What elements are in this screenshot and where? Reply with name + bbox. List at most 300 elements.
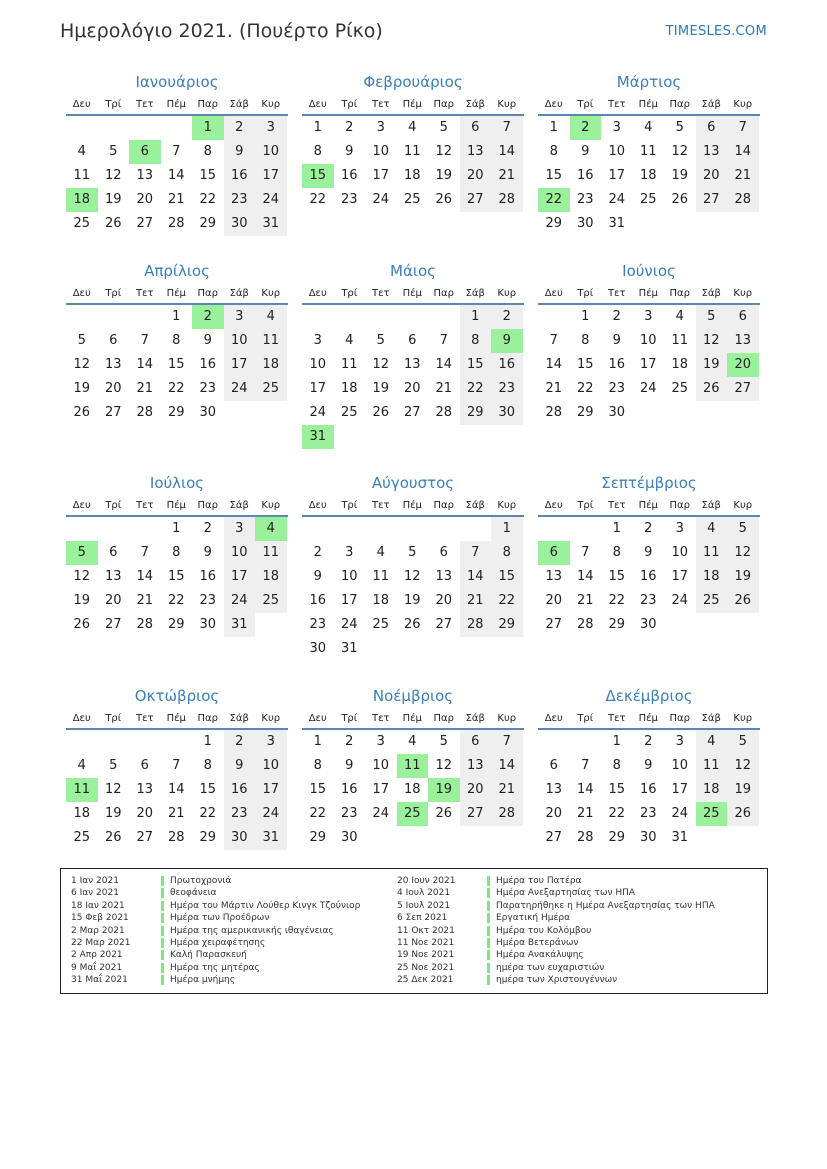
day-cell: 13 [460, 140, 492, 164]
weekday-label: Δευ [72, 99, 91, 110]
weekday-label: Πέμ [638, 99, 658, 110]
holiday-item [397, 962, 715, 974]
day-cell: 9 [581, 144, 590, 159]
holiday-date: 25 Δεκ 2021 [397, 975, 454, 986]
empty-cell [66, 305, 98, 329]
holiday-item [71, 887, 360, 899]
holiday-marker [487, 938, 490, 948]
weekday-label: Σάβ [465, 500, 485, 511]
empty-cell [334, 305, 366, 329]
day-cell: 20 [104, 381, 122, 396]
day-cell: 18 [73, 806, 91, 821]
empty-cell [129, 305, 161, 329]
day-cell: 20 [104, 593, 122, 608]
day-cell: 5 [77, 333, 86, 348]
weekday-header [302, 495, 524, 517]
holiday-item [397, 887, 715, 899]
day-cell: 1 [203, 734, 212, 749]
day-cell: 23 [608, 381, 626, 396]
day-cell: 23 [224, 802, 256, 826]
weekday-label: Παρ [669, 288, 690, 299]
holiday-name: Ημέρα Ανεξαρτησίας των ΗΠΑ [496, 888, 636, 899]
day-cell: 12 [73, 357, 91, 372]
day-cell: 19 [435, 168, 453, 183]
day-cell: 23 [309, 617, 327, 632]
day-cell: 20 [545, 806, 563, 821]
empty-cell [460, 517, 492, 541]
weekday-label: Δευ [544, 288, 563, 299]
holiday-marker [487, 888, 490, 898]
day-cell: 15 [608, 782, 626, 797]
day-cell: 17 [639, 357, 657, 372]
holiday-marker [487, 876, 490, 886]
holiday-name: Ημέρα μνήμης [170, 975, 236, 986]
empty-cell [538, 730, 570, 754]
month-name: Νοέμβριος [372, 687, 454, 705]
day-cell: 26 [372, 405, 390, 420]
holiday-item [71, 949, 360, 961]
weekday-header [538, 708, 760, 730]
day-cell: 12 [696, 329, 728, 353]
day-cell: 2 [644, 734, 653, 749]
day-cell: 16 [491, 353, 523, 377]
day-cell: 18 [403, 168, 421, 183]
weekday-label: Τετ [607, 288, 626, 299]
day-cell: 14 [460, 565, 492, 589]
empty-cell [98, 116, 130, 140]
empty-cell [428, 517, 460, 541]
day-cell: 11 [255, 329, 287, 353]
day-cell: 8 [612, 545, 621, 560]
day-cell: 14 [576, 569, 594, 584]
month-name: Μάιος [390, 262, 436, 280]
weekday-label: Τρί [341, 500, 358, 511]
day-cell: 15 [576, 357, 594, 372]
day-cell: 26 [403, 617, 421, 632]
day-cell: 2 [203, 521, 212, 536]
day-grid [538, 517, 760, 637]
day-cell: 24 [671, 593, 689, 608]
day-cell: 27 [104, 405, 122, 420]
day-cell: 8 [172, 545, 181, 560]
day-grid [302, 730, 524, 850]
empty-cell [98, 305, 130, 329]
holiday-date: 25 Νοε 2021 [397, 962, 455, 973]
day-cell: 9 [313, 569, 322, 584]
holiday-name: Πρωτοχρονιά [170, 876, 232, 886]
month-name: Φεβρουάριος [363, 73, 463, 91]
holiday-day-cell: 19 [428, 778, 460, 802]
day-cell: 4 [696, 517, 728, 541]
day-cell: 30 [639, 617, 657, 632]
month-4 [66, 259, 288, 425]
weekday-label: Δευ [544, 500, 563, 511]
day-cell: 1 [612, 734, 621, 749]
holiday-day-cell: 5 [66, 541, 98, 565]
day-cell: 17 [671, 569, 689, 584]
day-cell: 11 [639, 144, 657, 159]
day-cell: 2 [612, 309, 621, 324]
month-name: Αύγουστος [371, 474, 455, 492]
day-cell: 6 [727, 305, 759, 329]
day-cell: 22 [576, 381, 594, 396]
day-cell: 29 [199, 216, 217, 231]
day-cell: 24 [639, 381, 657, 396]
day-cell: 26 [73, 405, 91, 420]
day-cell: 5 [439, 120, 448, 135]
day-cell: 4 [408, 734, 417, 749]
day-cell: 1 [581, 309, 590, 324]
day-cell: 10 [255, 140, 287, 164]
day-cell: 8 [549, 144, 558, 159]
day-cell: 8 [491, 541, 523, 565]
weekday-label: Παρ [433, 99, 454, 110]
day-cell: 28 [576, 830, 594, 845]
day-cell: 17 [608, 168, 626, 183]
day-cell: 27 [403, 405, 421, 420]
holiday-marker [161, 888, 164, 898]
holiday-marker [161, 876, 164, 886]
day-cell: 25 [255, 589, 287, 613]
holiday-name: Εργατική Ημέρα [496, 913, 570, 924]
day-cell: 8 [172, 333, 181, 348]
day-cell: 4 [408, 120, 417, 135]
day-cell: 16 [340, 782, 358, 797]
day-cell: 3 [345, 545, 354, 560]
day-cell: 17 [255, 164, 287, 188]
day-cell: 18 [403, 782, 421, 797]
day-cell: 20 [460, 778, 492, 802]
day-cell: 9 [224, 754, 256, 778]
holiday-item [397, 937, 715, 949]
day-cell: 14 [136, 569, 154, 584]
day-cell: 12 [372, 357, 390, 372]
empty-cell [397, 305, 429, 329]
day-cell: 30 [491, 401, 523, 425]
weekday-label: Δευ [308, 500, 327, 511]
weekday-label: Τρί [105, 288, 122, 299]
holiday-date: 19 Νοε 2021 [397, 950, 455, 961]
day-cell: 10 [224, 329, 256, 353]
weekday-label: Πέμ [166, 288, 186, 299]
weekday-header [302, 283, 524, 305]
weekday-label: Κυρ [497, 500, 517, 511]
weekday-label: Τρί [577, 288, 594, 299]
day-cell: 3 [644, 309, 653, 324]
day-cell: 14 [545, 357, 563, 372]
day-cell: 22 [460, 377, 492, 401]
day-cell: 27 [696, 188, 728, 212]
day-cell: 7 [727, 116, 759, 140]
day-cell: 15 [167, 357, 185, 372]
day-cell: 24 [671, 806, 689, 821]
day-cell: 29 [460, 401, 492, 425]
weekday-label: Παρ [197, 288, 218, 299]
empty-cell [428, 305, 460, 329]
holiday-name: Ημέρα χειραφέτησης [170, 937, 266, 948]
weekday-label: Πέμ [402, 713, 422, 724]
weekday-label: Κυρ [733, 99, 753, 110]
day-cell: 16 [199, 569, 217, 584]
empty-cell [334, 517, 366, 541]
weekday-label: Τετ [135, 288, 154, 299]
weekday-label: Τετ [607, 99, 626, 110]
day-cell: 16 [340, 168, 358, 183]
day-cell: 12 [435, 144, 453, 159]
day-cell: 24 [372, 192, 390, 207]
day-cell: 28 [136, 617, 154, 632]
day-cell: 28 [435, 405, 453, 420]
day-cell: 7 [172, 758, 181, 773]
day-cell: 27 [545, 617, 563, 632]
day-cell: 25 [255, 377, 287, 401]
day-cell: 5 [727, 517, 759, 541]
holiday-day-cell: 31 [302, 425, 334, 449]
day-cell: 11 [696, 754, 728, 778]
holiday-date: 6 Ιαν 2021 [71, 888, 119, 899]
weekday-label: Παρ [197, 713, 218, 724]
holiday-date: 4 Ιουλ 2021 [397, 888, 451, 899]
weekday-label: Παρ [433, 500, 454, 511]
weekday-label: Τετ [135, 713, 154, 724]
day-cell: 28 [460, 613, 492, 637]
empty-cell [570, 517, 602, 541]
day-cell: 11 [255, 541, 287, 565]
day-cell: 19 [727, 565, 759, 589]
empty-cell [302, 305, 334, 329]
day-cell: 13 [727, 329, 759, 353]
day-cell: 22 [167, 381, 185, 396]
day-cell: 31 [671, 830, 689, 845]
day-cell: 18 [696, 778, 728, 802]
day-cell: 30 [340, 830, 358, 845]
month-9 [538, 471, 760, 637]
empty-cell [129, 517, 161, 541]
weekday-label: Σάβ [229, 713, 249, 724]
day-cell: 19 [104, 806, 122, 821]
day-cell: 3 [255, 730, 287, 754]
holiday-day-cell: 20 [727, 353, 759, 377]
day-cell: 7 [549, 333, 558, 348]
day-cell: 13 [460, 754, 492, 778]
weekday-label: Παρ [669, 99, 690, 110]
day-cell: 9 [644, 545, 653, 560]
day-cell: 14 [435, 357, 453, 372]
day-cell: 16 [608, 357, 626, 372]
day-cell: 24 [255, 188, 287, 212]
day-cell: 28 [576, 617, 594, 632]
weekday-label: Κυρ [261, 99, 281, 110]
day-cell: 2 [345, 120, 354, 135]
day-cell: 1 [549, 120, 558, 135]
brand-link[interactable]: TIMESLES.COM [665, 24, 767, 39]
day-cell: 28 [167, 830, 185, 845]
weekday-label: Παρ [669, 713, 690, 724]
weekday-label: Τρί [577, 500, 594, 511]
holiday-day-cell: 9 [491, 329, 523, 353]
day-cell: 4 [345, 333, 354, 348]
day-cell: 3 [224, 517, 256, 541]
day-cell: 5 [727, 730, 759, 754]
day-cell: 24 [255, 802, 287, 826]
day-cell: 27 [136, 830, 154, 845]
holidays-column-right [397, 875, 715, 987]
holiday-day-cell: 11 [397, 754, 429, 778]
day-cell: 23 [340, 192, 358, 207]
day-cell: 7 [140, 333, 149, 348]
day-cell: 16 [224, 778, 256, 802]
holiday-marker [487, 901, 490, 911]
day-cell: 17 [255, 778, 287, 802]
day-cell: 20 [696, 164, 728, 188]
day-cell: 13 [435, 569, 453, 584]
weekday-label: Πέμ [166, 99, 186, 110]
weekday-label: Τετ [607, 500, 626, 511]
holiday-name: ημέρα των ευχαριστιών [496, 962, 605, 973]
day-cell: 25 [73, 216, 91, 231]
weekday-label: Παρ [433, 288, 454, 299]
day-cell: 10 [224, 541, 256, 565]
day-cell: 20 [136, 806, 154, 821]
day-cell: 30 [199, 617, 217, 632]
day-cell: 8 [203, 144, 212, 159]
day-cell: 26 [727, 589, 759, 613]
day-cell: 21 [136, 593, 154, 608]
day-cell: 21 [491, 164, 523, 188]
weekday-label: Σάβ [701, 288, 721, 299]
day-cell: 25 [639, 192, 657, 207]
day-cell: 3 [255, 116, 287, 140]
day-cell: 18 [255, 565, 287, 589]
day-cell: 9 [644, 758, 653, 773]
holiday-item [71, 962, 360, 974]
day-cell: 26 [104, 216, 122, 231]
month-name: Σεπτέμβριος [601, 474, 697, 492]
day-cell: 8 [203, 758, 212, 773]
day-cell: 10 [639, 333, 657, 348]
day-cell: 6 [109, 545, 118, 560]
holiday-item [71, 900, 360, 912]
weekday-header [538, 94, 760, 116]
holiday-name: Ημέρα της μητέρας [170, 962, 260, 973]
day-cell: 2 [224, 730, 256, 754]
day-cell: 1 [313, 120, 322, 135]
holiday-date: 11 Οκτ 2021 [397, 925, 455, 936]
weekday-header [302, 94, 524, 116]
holiday-name: ημέρα των Χριστουγέννων [496, 975, 618, 986]
holiday-day-cell: 22 [538, 188, 570, 212]
holiday-day-cell: 11 [66, 778, 98, 802]
empty-cell [302, 517, 334, 541]
day-cell: 4 [696, 730, 728, 754]
holiday-date: 20 Ιουν 2021 [397, 876, 456, 886]
day-cell: 7 [491, 116, 523, 140]
day-cell: 13 [403, 357, 421, 372]
day-cell: 11 [671, 333, 689, 348]
day-cell: 12 [104, 168, 122, 183]
day-cell: 12 [671, 144, 689, 159]
month-8 [302, 471, 524, 661]
day-cell: 8 [460, 329, 492, 353]
month-6 [538, 259, 760, 425]
weekday-label: Κυρ [497, 288, 517, 299]
day-cell: 23 [639, 806, 657, 821]
day-cell: 6 [109, 333, 118, 348]
day-cell: 9 [345, 144, 354, 159]
day-cell: 30 [608, 405, 626, 420]
day-cell: 10 [309, 357, 327, 372]
holiday-day-cell: 4 [255, 517, 287, 541]
holiday-item [397, 925, 715, 937]
day-cell: 29 [199, 830, 217, 845]
day-cell: 30 [224, 212, 256, 236]
day-cell: 23 [199, 381, 217, 396]
day-cell: 21 [576, 806, 594, 821]
day-cell: 13 [136, 782, 154, 797]
holiday-date: 9 Μαΐ 2021 [71, 962, 123, 973]
day-cell: 26 [435, 192, 453, 207]
day-cell: 20 [403, 381, 421, 396]
day-cell: 27 [727, 377, 759, 401]
weekday-label: Τετ [371, 288, 390, 299]
day-cell: 3 [376, 734, 385, 749]
day-cell: 23 [639, 593, 657, 608]
weekday-label: Τρί [341, 99, 358, 110]
day-cell: 9 [345, 758, 354, 773]
day-cell: 5 [109, 144, 118, 159]
day-cell: 18 [696, 565, 728, 589]
weekday-label: Τρί [105, 99, 122, 110]
day-cell: 16 [639, 782, 657, 797]
day-cell: 8 [612, 758, 621, 773]
weekday-label: Πέμ [402, 288, 422, 299]
day-cell: 29 [576, 405, 594, 420]
month-name: Μάρτιος [616, 73, 682, 91]
day-cell: 6 [549, 758, 558, 773]
day-cell: 7 [172, 144, 181, 159]
day-cell: 29 [608, 830, 626, 845]
day-cell: 3 [313, 333, 322, 348]
weekday-label: Δευ [308, 99, 327, 110]
day-cell: 21 [491, 778, 523, 802]
weekday-label: Δευ [544, 713, 563, 724]
holiday-item [71, 912, 360, 924]
holiday-marker [161, 926, 164, 936]
day-cell: 13 [136, 168, 154, 183]
day-cell: 22 [608, 806, 626, 821]
weekday-label: Τετ [371, 99, 390, 110]
empty-cell [161, 116, 193, 140]
day-cell: 30 [576, 216, 594, 231]
day-cell: 15 [309, 782, 327, 797]
day-cell: 10 [608, 144, 626, 159]
day-cell: 27 [435, 617, 453, 632]
day-cell: 30 [639, 830, 657, 845]
weekday-header [538, 495, 760, 517]
day-cell: 1 [172, 521, 181, 536]
empty-cell [365, 517, 397, 541]
day-cell: 15 [608, 569, 626, 584]
day-cell: 10 [671, 545, 689, 560]
day-cell: 8 [581, 333, 590, 348]
month-12 [538, 684, 760, 850]
day-grid [538, 305, 760, 425]
day-cell: 24 [309, 405, 327, 420]
weekday-label: Δευ [308, 288, 327, 299]
weekday-label: Τρί [577, 99, 594, 110]
holiday-date: 1 Ιαν 2021 [71, 876, 119, 886]
weekday-label: Σάβ [229, 99, 249, 110]
